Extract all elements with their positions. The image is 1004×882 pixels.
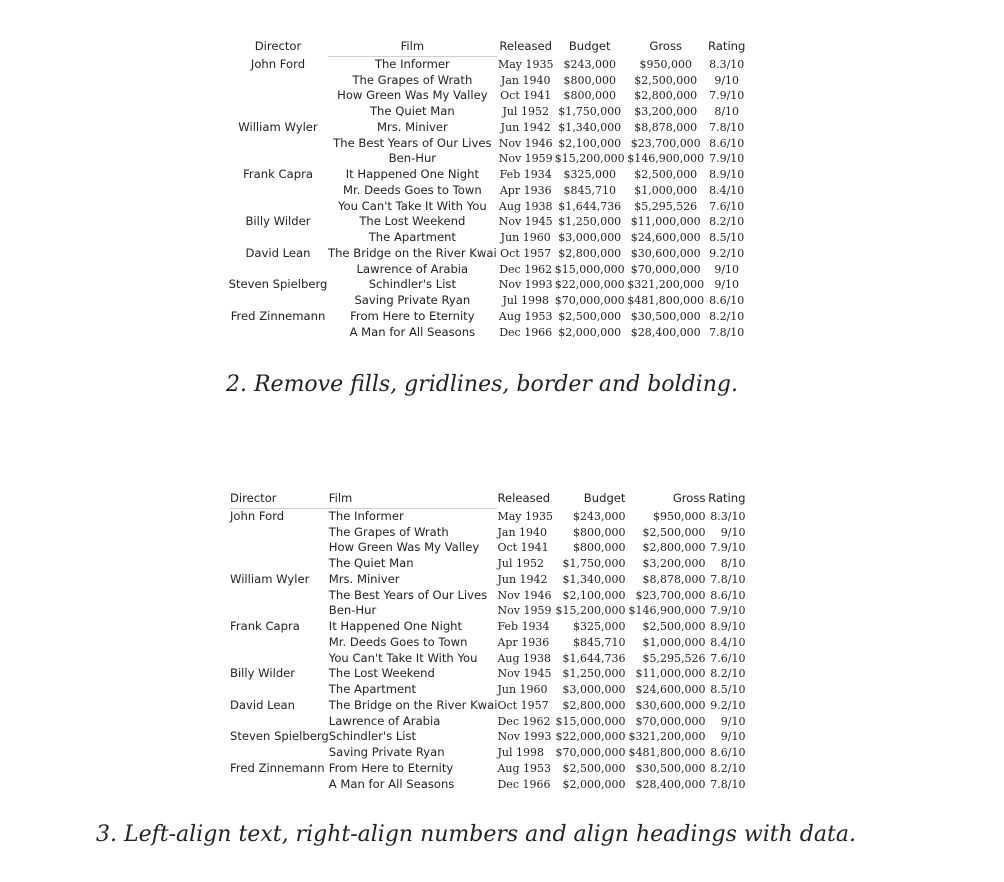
table-row — [228, 293, 747, 309]
cell-rating: 9.2/10 — [710, 698, 746, 712]
cell-gross: $3,200,000 — [642, 557, 706, 570]
cell-budget: $1,340,000 — [558, 120, 622, 134]
cell-budget: $800,000 — [563, 73, 616, 87]
table-row — [228, 88, 747, 104]
cell-budget: $800,000 — [563, 89, 616, 103]
cell-rating: 7.9/10 — [709, 152, 745, 166]
cell-released: Aug 1938 — [498, 199, 553, 213]
table-row — [228, 214, 747, 230]
table-row — [228, 309, 747, 325]
cell-budget: $1,750,000 — [562, 557, 626, 570]
table-row — [230, 619, 745, 635]
cell-gross: $28,400,000 — [630, 325, 701, 339]
cell-film: The Informer — [374, 56, 450, 71]
cell-gross: $2,800,000 — [642, 541, 706, 555]
table-row — [230, 603, 745, 619]
cell-film: The Lost Weekend — [328, 666, 435, 681]
cell-director — [228, 199, 328, 215]
cell-released: Jan 1940 — [500, 73, 551, 87]
cell-film: Saving Private Ryan — [328, 745, 445, 759]
cell-director — [230, 745, 329, 761]
cell-gross: $8,878,000 — [634, 120, 698, 134]
cell-released: May 1935 — [497, 509, 554, 523]
cell-budget: $1,340,000 — [562, 572, 626, 586]
header-budget: Budget — [583, 491, 626, 506]
cell-gross: $23,700,000 — [635, 588, 706, 602]
cell-budget: $800,000 — [572, 525, 626, 539]
cell-budget: $2,000,000 — [558, 325, 622, 339]
cell-gross: $70,000,000 — [635, 714, 706, 728]
header-released: Released — [499, 39, 553, 54]
cell-rating: 7.6/10 — [710, 651, 746, 665]
cell-film: The Bridge on the River Kwai — [328, 697, 498, 712]
cell-film: From Here to Eternity — [350, 308, 475, 323]
cell-film: You Can't Take It With You — [338, 198, 487, 213]
cell-rating: 7.8/10 — [709, 120, 745, 134]
cell-director — [230, 525, 329, 541]
cell-budget: $22,000,000 — [554, 278, 625, 292]
cell-director — [230, 651, 329, 667]
cell-director — [230, 540, 329, 556]
cell-gross: $1,000,000 — [634, 183, 698, 197]
cell-gross: $481,800,000 — [628, 746, 706, 759]
cell-film: The Grapes of Wrath — [328, 524, 449, 539]
cell-film: The Apartment — [368, 230, 456, 244]
cell-released: Dec 1966 — [497, 777, 551, 791]
cell-released: Nov 1946 — [497, 588, 552, 602]
cell-rating: 8.3/10 — [709, 57, 745, 71]
cell-budget: $1,250,000 — [558, 215, 622, 229]
header-gross: Gross — [649, 39, 683, 54]
cell-gross: $950,000 — [639, 57, 692, 71]
cell-director — [230, 556, 329, 572]
cell-film: It Happened One Night — [345, 167, 479, 181]
cell-film: The Best Years of Our Lives — [333, 135, 492, 150]
cell-film: Ben-Hur — [328, 603, 377, 618]
cell-director: Fred Zinnemann — [230, 760, 325, 775]
cell-budget: $243,000 — [572, 509, 626, 523]
header-director: Director — [254, 39, 302, 54]
cell-director: Frank Capra — [243, 167, 313, 181]
cell-gross: $5,295,526 — [642, 651, 706, 665]
cell-film: The Apartment — [328, 682, 417, 696]
table-row — [228, 167, 747, 183]
table-row — [230, 682, 745, 698]
cell-budget: $2,800,000 — [562, 698, 626, 712]
cell-director: Billy Wilder — [230, 666, 296, 681]
cell-released: Jun 1942 — [500, 120, 551, 134]
cell-director — [230, 603, 329, 619]
table-header-row — [230, 491, 745, 508]
cell-released: Aug 1938 — [497, 651, 552, 665]
cell-budget: $325,000 — [563, 168, 616, 181]
cell-director: William Wyler — [238, 119, 318, 134]
cell-budget: $2,500,000 — [558, 309, 622, 323]
cell-rating: 7.9/10 — [709, 89, 745, 103]
table-row — [228, 199, 747, 215]
cell-rating: 8.5/10 — [710, 683, 746, 696]
cell-rating: 9/10 — [720, 525, 746, 539]
cell-released: Jun 1960 — [497, 683, 548, 696]
table-row — [230, 666, 745, 682]
cell-film: The Quiet Man — [369, 104, 455, 118]
cell-released: Feb 1934 — [499, 168, 552, 181]
cell-budget: $15,000,000 — [554, 262, 625, 276]
cell-film: The Quiet Man — [328, 556, 414, 570]
cell-rating: 9/10 — [720, 730, 746, 744]
cell-budget: $2,500,000 — [562, 761, 626, 775]
cell-rating: 9/10 — [714, 262, 740, 276]
cell-released: Jun 1960 — [500, 231, 551, 244]
cell-director — [228, 136, 328, 152]
cell-director — [228, 325, 328, 341]
cell-gross: $8,878,000 — [642, 572, 706, 586]
cell-budget: $845,710 — [563, 183, 616, 197]
cell-gross: $24,600,000 — [635, 683, 706, 696]
cell-rating: 9.2/10 — [709, 246, 745, 260]
cell-film: Mr. Deeds Goes to Town — [343, 182, 482, 197]
cell-released: Dec 1962 — [497, 714, 551, 728]
cell-released: Oct 1941 — [500, 89, 552, 103]
cell-film: Schindler's List — [328, 729, 417, 744]
table-header-row — [228, 39, 747, 56]
header-budget: Budget — [568, 39, 611, 54]
cell-rating: 8.2/10 — [709, 215, 745, 229]
cell-budget: $1,644,736 — [558, 199, 622, 213]
cell-rating: 8.2/10 — [709, 309, 745, 323]
cell-director — [228, 262, 328, 278]
table-aligned — [230, 491, 745, 792]
cell-released: Jul 1998 — [502, 294, 549, 307]
cell-budget: $1,250,000 — [562, 667, 626, 681]
cell-released: Aug 1953 — [498, 309, 553, 323]
table-row — [230, 777, 745, 793]
cell-budget: $325,000 — [572, 620, 626, 633]
cell-gross: $1,000,000 — [642, 635, 706, 649]
cell-budget: $3,000,000 — [558, 231, 622, 244]
cell-film: Mr. Deeds Goes to Town — [328, 634, 468, 649]
cell-film: The Best Years of Our Lives — [328, 587, 488, 602]
cell-film: Saving Private Ryan — [354, 293, 471, 307]
cell-director: William Wyler — [230, 571, 310, 586]
cell-budget: $15,000,000 — [555, 714, 626, 728]
cell-gross: $2,500,000 — [634, 73, 698, 87]
cell-released: Nov 1946 — [498, 136, 553, 150]
cell-budget: $70,000,000 — [554, 294, 625, 307]
cell-released: Nov 1993 — [497, 730, 552, 744]
header-rating: Rating — [708, 491, 746, 506]
cell-rating: 7.9/10 — [710, 604, 746, 618]
cell-released: Nov 1945 — [497, 667, 552, 681]
cell-released: Dec 1962 — [499, 262, 553, 276]
cell-released: Jul 1998 — [497, 746, 544, 759]
cell-rating: 8.4/10 — [710, 635, 746, 649]
cell-film: It Happened One Night — [328, 619, 463, 633]
cell-director — [228, 151, 328, 167]
table-row — [228, 104, 747, 120]
cell-budget: $15,200,000 — [554, 152, 625, 166]
cell-gross: $30,600,000 — [630, 246, 701, 260]
cell-released: May 1935 — [497, 57, 554, 71]
cell-gross: $70,000,000 — [630, 262, 701, 276]
cell-budget: $2,100,000 — [562, 588, 626, 602]
cell-rating: 7.9/10 — [710, 541, 746, 555]
cell-rating: 7.8/10 — [710, 572, 746, 586]
table-row — [228, 246, 747, 262]
cell-released: Nov 1945 — [498, 215, 553, 229]
cell-film: How Green Was My Valley — [337, 88, 488, 103]
cell-released: Nov 1959 — [498, 152, 553, 166]
header-released: Released — [497, 491, 551, 506]
cell-gross: $950,000 — [652, 509, 706, 523]
cell-released: Nov 1959 — [497, 604, 552, 618]
cell-film: Lawrence of Arabia — [356, 261, 469, 276]
cell-rating: 8.9/10 — [710, 620, 746, 633]
cell-director: John Ford — [230, 508, 285, 523]
cell-rating: 9/10 — [720, 714, 746, 728]
cell-gross: $2,500,000 — [634, 168, 698, 181]
cell-director: David Lean — [245, 245, 311, 260]
cell-gross: $24,600,000 — [630, 231, 701, 244]
cell-rating: 8.2/10 — [710, 667, 746, 681]
table-row — [230, 556, 745, 572]
header-rating: Rating — [708, 39, 746, 54]
cell-gross: $146,900,000 — [627, 152, 705, 166]
cell-rating: 7.8/10 — [710, 777, 746, 791]
cell-released: Oct 1941 — [497, 541, 549, 555]
table-row — [230, 729, 745, 745]
cell-budget: $1,644,736 — [562, 651, 626, 665]
table-row — [230, 714, 745, 730]
cell-director — [228, 183, 328, 199]
table-row — [230, 635, 745, 651]
cell-gross: $30,600,000 — [635, 698, 706, 712]
cell-gross: $2,500,000 — [642, 620, 706, 633]
cell-film: How Green Was My Valley — [328, 540, 480, 555]
cell-released: Apr 1936 — [497, 635, 550, 649]
cell-director — [228, 293, 328, 309]
cell-gross: $28,400,000 — [635, 777, 706, 791]
cell-gross: $321,200,000 — [628, 730, 706, 744]
cell-rating: 8/10 — [720, 557, 746, 570]
cell-film: Mrs. Miniver — [376, 119, 448, 134]
cell-rating: 8/10 — [714, 105, 740, 118]
cell-director: Fred Zinnemann — [230, 308, 326, 323]
cell-director: David Lean — [230, 697, 295, 712]
cell-rating: 8.6/10 — [709, 136, 745, 150]
cell-rating: 8.6/10 — [709, 294, 745, 307]
cell-gross: $11,000,000 — [635, 667, 706, 681]
cell-director: Steven Spielberg — [230, 729, 329, 744]
table-row — [230, 525, 745, 541]
cell-gross: $30,500,000 — [635, 761, 706, 775]
table-row — [228, 325, 747, 341]
cell-budget: $845,710 — [572, 635, 626, 649]
cell-director: Frank Capra — [230, 619, 300, 633]
table-row — [228, 56, 747, 72]
cell-budget: $1,750,000 — [558, 105, 622, 118]
cell-director — [230, 682, 329, 698]
cell-gross: $321,200,000 — [627, 278, 705, 292]
table-row — [230, 508, 745, 524]
cell-rating: 9/10 — [714, 278, 740, 292]
cell-film: The Bridge on the River Kwai — [328, 245, 497, 260]
cell-released: Jul 1952 — [497, 557, 544, 570]
header-film: Film — [328, 39, 497, 56]
cell-director: Steven Spielberg — [228, 277, 328, 292]
cell-budget: $243,000 — [563, 57, 616, 71]
cell-released: Apr 1936 — [499, 183, 552, 197]
cell-film: Ben-Hur — [388, 151, 437, 166]
cell-rating: 8.6/10 — [710, 746, 746, 759]
cell-film: Schindler's List — [368, 277, 456, 292]
cell-film: A Man for All Seasons — [349, 324, 476, 339]
cell-gross: $23,700,000 — [630, 136, 701, 150]
table-row — [228, 151, 747, 167]
cell-film: A Man for All Seasons — [328, 776, 455, 791]
cell-director — [230, 777, 329, 793]
cell-budget: $2,000,000 — [562, 777, 626, 791]
table-row — [228, 262, 747, 278]
header-film: Film — [329, 491, 498, 508]
cell-rating: 8.2/10 — [710, 761, 746, 775]
cell-rating: 8.9/10 — [709, 168, 745, 181]
table-row — [230, 761, 745, 777]
cell-film: The Grapes of Wrath — [352, 72, 473, 87]
table-row — [228, 136, 747, 152]
cell-budget: $22,000,000 — [555, 730, 626, 744]
cell-film: The Informer — [328, 508, 404, 523]
cell-director — [230, 635, 329, 651]
cell-rating: 8.4/10 — [709, 183, 745, 197]
cell-released: Oct 1957 — [497, 698, 549, 712]
cell-gross: $5,295,526 — [634, 199, 698, 213]
cell-rating: 9/10 — [714, 73, 740, 87]
table-row — [230, 745, 745, 761]
table-row — [228, 183, 747, 199]
cell-released: Feb 1934 — [497, 620, 550, 633]
table-body — [228, 56, 747, 340]
table-row — [230, 572, 745, 588]
cell-budget: $2,800,000 — [558, 246, 622, 260]
cell-rating: 8.5/10 — [709, 231, 745, 244]
cell-rating: 7.6/10 — [709, 199, 745, 213]
cell-gross: $146,900,000 — [628, 604, 706, 618]
cell-gross: $11,000,000 — [630, 215, 701, 229]
cell-released: Aug 1953 — [497, 761, 552, 775]
table-row — [228, 120, 747, 136]
caption-step-2: 2. Remove fills, gridlines, border and bolding. — [226, 372, 738, 397]
table-centered — [228, 39, 747, 340]
cell-released: Jan 1940 — [497, 525, 548, 539]
cell-film: The Lost Weekend — [359, 214, 466, 229]
cell-budget: $800,000 — [572, 541, 626, 555]
cell-gross: $481,800,000 — [627, 294, 705, 307]
cell-gross: $3,200,000 — [634, 105, 698, 118]
caption-step-3: 3. Left-align text, right-align numbers and align headings with data. — [96, 822, 856, 847]
cell-released: Oct 1957 — [500, 246, 552, 260]
cell-director: John Ford — [250, 56, 306, 71]
table-row — [228, 230, 747, 246]
cell-director: Billy Wilder — [245, 214, 311, 229]
cell-rating: 8.6/10 — [710, 588, 746, 602]
cell-rating: 8.3/10 — [710, 509, 746, 523]
cell-director — [228, 104, 328, 120]
table-row — [230, 540, 745, 556]
cell-director — [228, 88, 328, 104]
table-row — [230, 651, 745, 667]
cell-director — [228, 73, 328, 89]
cell-film: Lawrence of Arabia — [328, 713, 441, 728]
table-row — [230, 698, 745, 714]
header-gross: Gross — [672, 491, 706, 506]
cell-budget: $3,000,000 — [562, 683, 626, 696]
cell-released: Jul 1952 — [502, 105, 549, 118]
cell-gross: $2,500,000 — [642, 525, 706, 539]
cell-director — [230, 714, 329, 730]
table-row — [228, 73, 747, 89]
cell-film: Mrs. Miniver — [328, 571, 400, 586]
header-director: Director — [230, 491, 329, 508]
table-row — [228, 277, 747, 293]
cell-gross: $30,500,000 — [630, 309, 701, 323]
cell-released: Nov 1993 — [498, 278, 553, 292]
cell-director — [230, 588, 329, 604]
cell-budget: $70,000,000 — [555, 746, 626, 759]
cell-released: Jun 1942 — [497, 572, 548, 586]
table-body — [230, 508, 745, 792]
cell-film: From Here to Eternity — [328, 760, 454, 775]
cell-gross: $2,800,000 — [634, 89, 698, 103]
cell-budget: $15,200,000 — [555, 604, 626, 618]
table-row — [230, 588, 745, 604]
cell-released: Dec 1966 — [499, 325, 553, 339]
cell-film: You Can't Take It With You — [328, 650, 478, 665]
cell-director — [228, 230, 328, 246]
cell-budget: $2,100,000 — [558, 136, 622, 150]
cell-rating: 7.8/10 — [709, 325, 745, 339]
